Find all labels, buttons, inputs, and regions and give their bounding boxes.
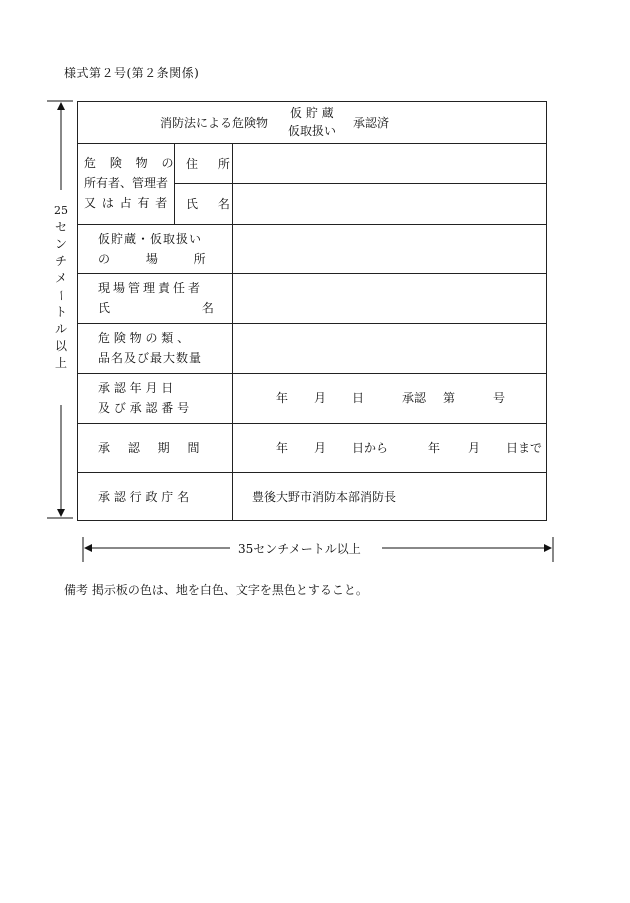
- form-number-label: 様式第２号(第２条関係): [64, 66, 200, 80]
- name-label: 氏 名: [186, 197, 238, 211]
- row-divider: [78, 224, 546, 225]
- owner-label-text: 危 険 物 の: [84, 156, 179, 170]
- header-prefix: 消防法による危険物: [160, 116, 269, 130]
- owner-label-line: [84, 153, 179, 173]
- period-start-day: 日から: [352, 441, 389, 455]
- approval-number-suffix: 号: [493, 391, 506, 405]
- height-label-part: ト: [54, 305, 67, 319]
- approval-date-label-line2: 及 び 承 認 番 号: [98, 401, 190, 415]
- height-label-part: ー: [54, 289, 69, 302]
- row-divider: [78, 423, 546, 424]
- row-divider: [78, 323, 546, 324]
- period-end-year: 年: [428, 441, 441, 455]
- agency-value: 豊後大野市消防本部消防長: [252, 490, 397, 504]
- type-label-line2: 品名及び最大数量: [98, 351, 203, 365]
- approval-date-day: 日: [352, 391, 365, 405]
- row-divider: [78, 273, 546, 274]
- address-label: 住 所: [186, 157, 238, 171]
- width-dimension-label: 35センチメートル以上: [238, 542, 361, 556]
- place-label-line2: の 場 所: [98, 252, 206, 266]
- owner-label: [84, 153, 179, 213]
- height-label-part: 上: [54, 356, 67, 370]
- height-label-part: チ: [54, 254, 67, 268]
- header-option-storage: 仮 貯 蔵: [290, 106, 334, 120]
- type-label-line1: 危 険 物 の 類 、: [98, 331, 190, 345]
- owner-label-line: 又 は 占 有 者: [84, 196, 169, 210]
- row-divider: [78, 472, 546, 473]
- notice-board-form: [77, 101, 547, 521]
- approval-date-year: 年: [276, 391, 289, 405]
- approval-date-month: 月: [314, 391, 327, 405]
- period-start-month: 月: [314, 441, 327, 455]
- header-option-handling: 仮取扱い: [288, 124, 337, 138]
- approval-number-prefix: 第: [443, 391, 456, 405]
- period-start-year: 年: [276, 441, 289, 455]
- place-label-line1: 仮貯蔵・仮取扱い: [98, 232, 203, 246]
- height-label-part: ン: [54, 237, 67, 251]
- owner-label-line: 所有者、管理者: [84, 176, 169, 190]
- row-divider: [78, 143, 546, 144]
- height-label-part: 25: [54, 204, 68, 217]
- row-divider: [174, 183, 546, 184]
- period-end-month: 月: [468, 441, 481, 455]
- manager-label-line1: 現場管理責任者: [98, 281, 204, 295]
- height-label-part: メ: [54, 271, 67, 285]
- agency-label: 承 認 行 政 庁 名: [98, 490, 190, 504]
- height-label-part: ル: [54, 322, 67, 336]
- height-label-part: 以: [54, 339, 67, 353]
- approval-text: 承認: [402, 391, 427, 405]
- row-divider: [78, 373, 546, 374]
- manager-label-line2: 氏 名: [98, 301, 214, 315]
- remarks-note: 備考 掲示板の色は、地を白色、文字を黒色とすること。: [64, 583, 368, 597]
- height-label-part: セ: [54, 220, 67, 234]
- height-dimension-label: [52, 202, 70, 372]
- approval-date-label-line1: 承 認 年 月 日: [98, 381, 174, 395]
- period-end-day: 日まで: [506, 441, 543, 455]
- approval-period-label: 承 認 期 間: [98, 441, 200, 455]
- header-suffix: 承認済: [353, 116, 390, 130]
